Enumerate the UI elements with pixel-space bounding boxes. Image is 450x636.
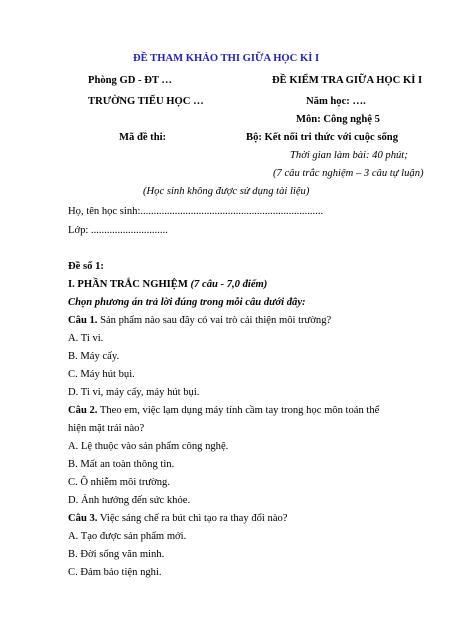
header-department: Phòng GD - ĐT …	[88, 75, 172, 86]
header-school: TRƯỜNG TIỂU HỌC …	[88, 96, 204, 107]
header-subject: Môn: Công nghệ 5	[296, 114, 380, 125]
question-1-option-d: D. Ti vi, máy cấy, máy hút bụi.	[68, 387, 200, 398]
question-2	[68, 404, 379, 418]
question-2-text-continued: hiện mặt trái nào?	[68, 423, 145, 434]
question-1-number: Câu 1.	[68, 315, 98, 326]
question-1-text: Sản phẩm nào sau đây có vai trò cải thiện môi trường?	[97, 315, 332, 326]
question-1-option-a: A. Ti vi.	[68, 333, 104, 344]
question-3-option-c: C. Đảm bảo tiện nghi.	[68, 567, 162, 578]
question-3-text: Việc sáng chế ra bút chì tạo ra thay đổi nào?	[97, 513, 288, 524]
question-2-option-d: D. Ảnh hưởng đến sức khỏe.	[68, 495, 191, 506]
question-3-option-b: B. Đời sống văn minh.	[68, 549, 165, 560]
question-3	[68, 512, 288, 526]
question-1-option-c: C. Máy hút bụi.	[68, 369, 135, 380]
question-3-option-a: A. Tạo được sản phẩm mới.	[68, 531, 187, 542]
part1-points: (7 câu - 7,0 điểm)	[187, 279, 268, 290]
header-exam-title: ĐỀ KIỂM TRA GIỮA HỌC KÌ I	[272, 75, 423, 86]
banner-title: ĐỀ THAM KHẢO THI GIỮA HỌC KÌ I	[133, 53, 320, 64]
header-book-series: Bộ: Kết nối tri thức với cuộc sống	[246, 132, 398, 143]
question-2-number: Câu 2.	[68, 405, 98, 416]
question-2-option-b: B. Mất an toàn thông tin.	[68, 459, 175, 470]
header-structure: (7 câu trắc nghiệm – 3 câu tự luận)	[273, 168, 424, 179]
question-2-option-c: C. Ô nhiễm môi trường.	[68, 477, 170, 488]
question-1-option-b: B. Máy cấy.	[68, 351, 120, 362]
header-exam-code: Mã đề thi:	[119, 132, 167, 143]
question-1	[68, 314, 331, 328]
student-class-line: Lớp: .............................	[68, 225, 168, 236]
part1-instruction: Chọn phương án trả lời đúng trong mỗi câu dưới đây:	[68, 297, 306, 308]
question-3-number: Câu 3.	[68, 513, 98, 524]
question-2-option-a: A. Lệ thuộc vào sản phẩm công nghệ.	[68, 441, 229, 452]
header-duration: Thời gian làm bài: 40 phút;	[290, 150, 408, 161]
no-materials-note: (Học sinh không được sử dụng tài liệu)	[143, 186, 310, 197]
part1-title: I. PHẦN TRẮC NGHIỆM	[68, 279, 188, 290]
part1-heading	[68, 278, 267, 292]
exam-number: Đề số 1:	[68, 261, 104, 272]
header-school-year: Năm học: ….	[306, 96, 366, 107]
student-name-line: Họ, tên học sinh:.....................................................................	[68, 206, 324, 217]
question-2-text: Theo em, việc lạm dụng máy tính cầm tay trong học môn toán thể	[97, 405, 380, 416]
